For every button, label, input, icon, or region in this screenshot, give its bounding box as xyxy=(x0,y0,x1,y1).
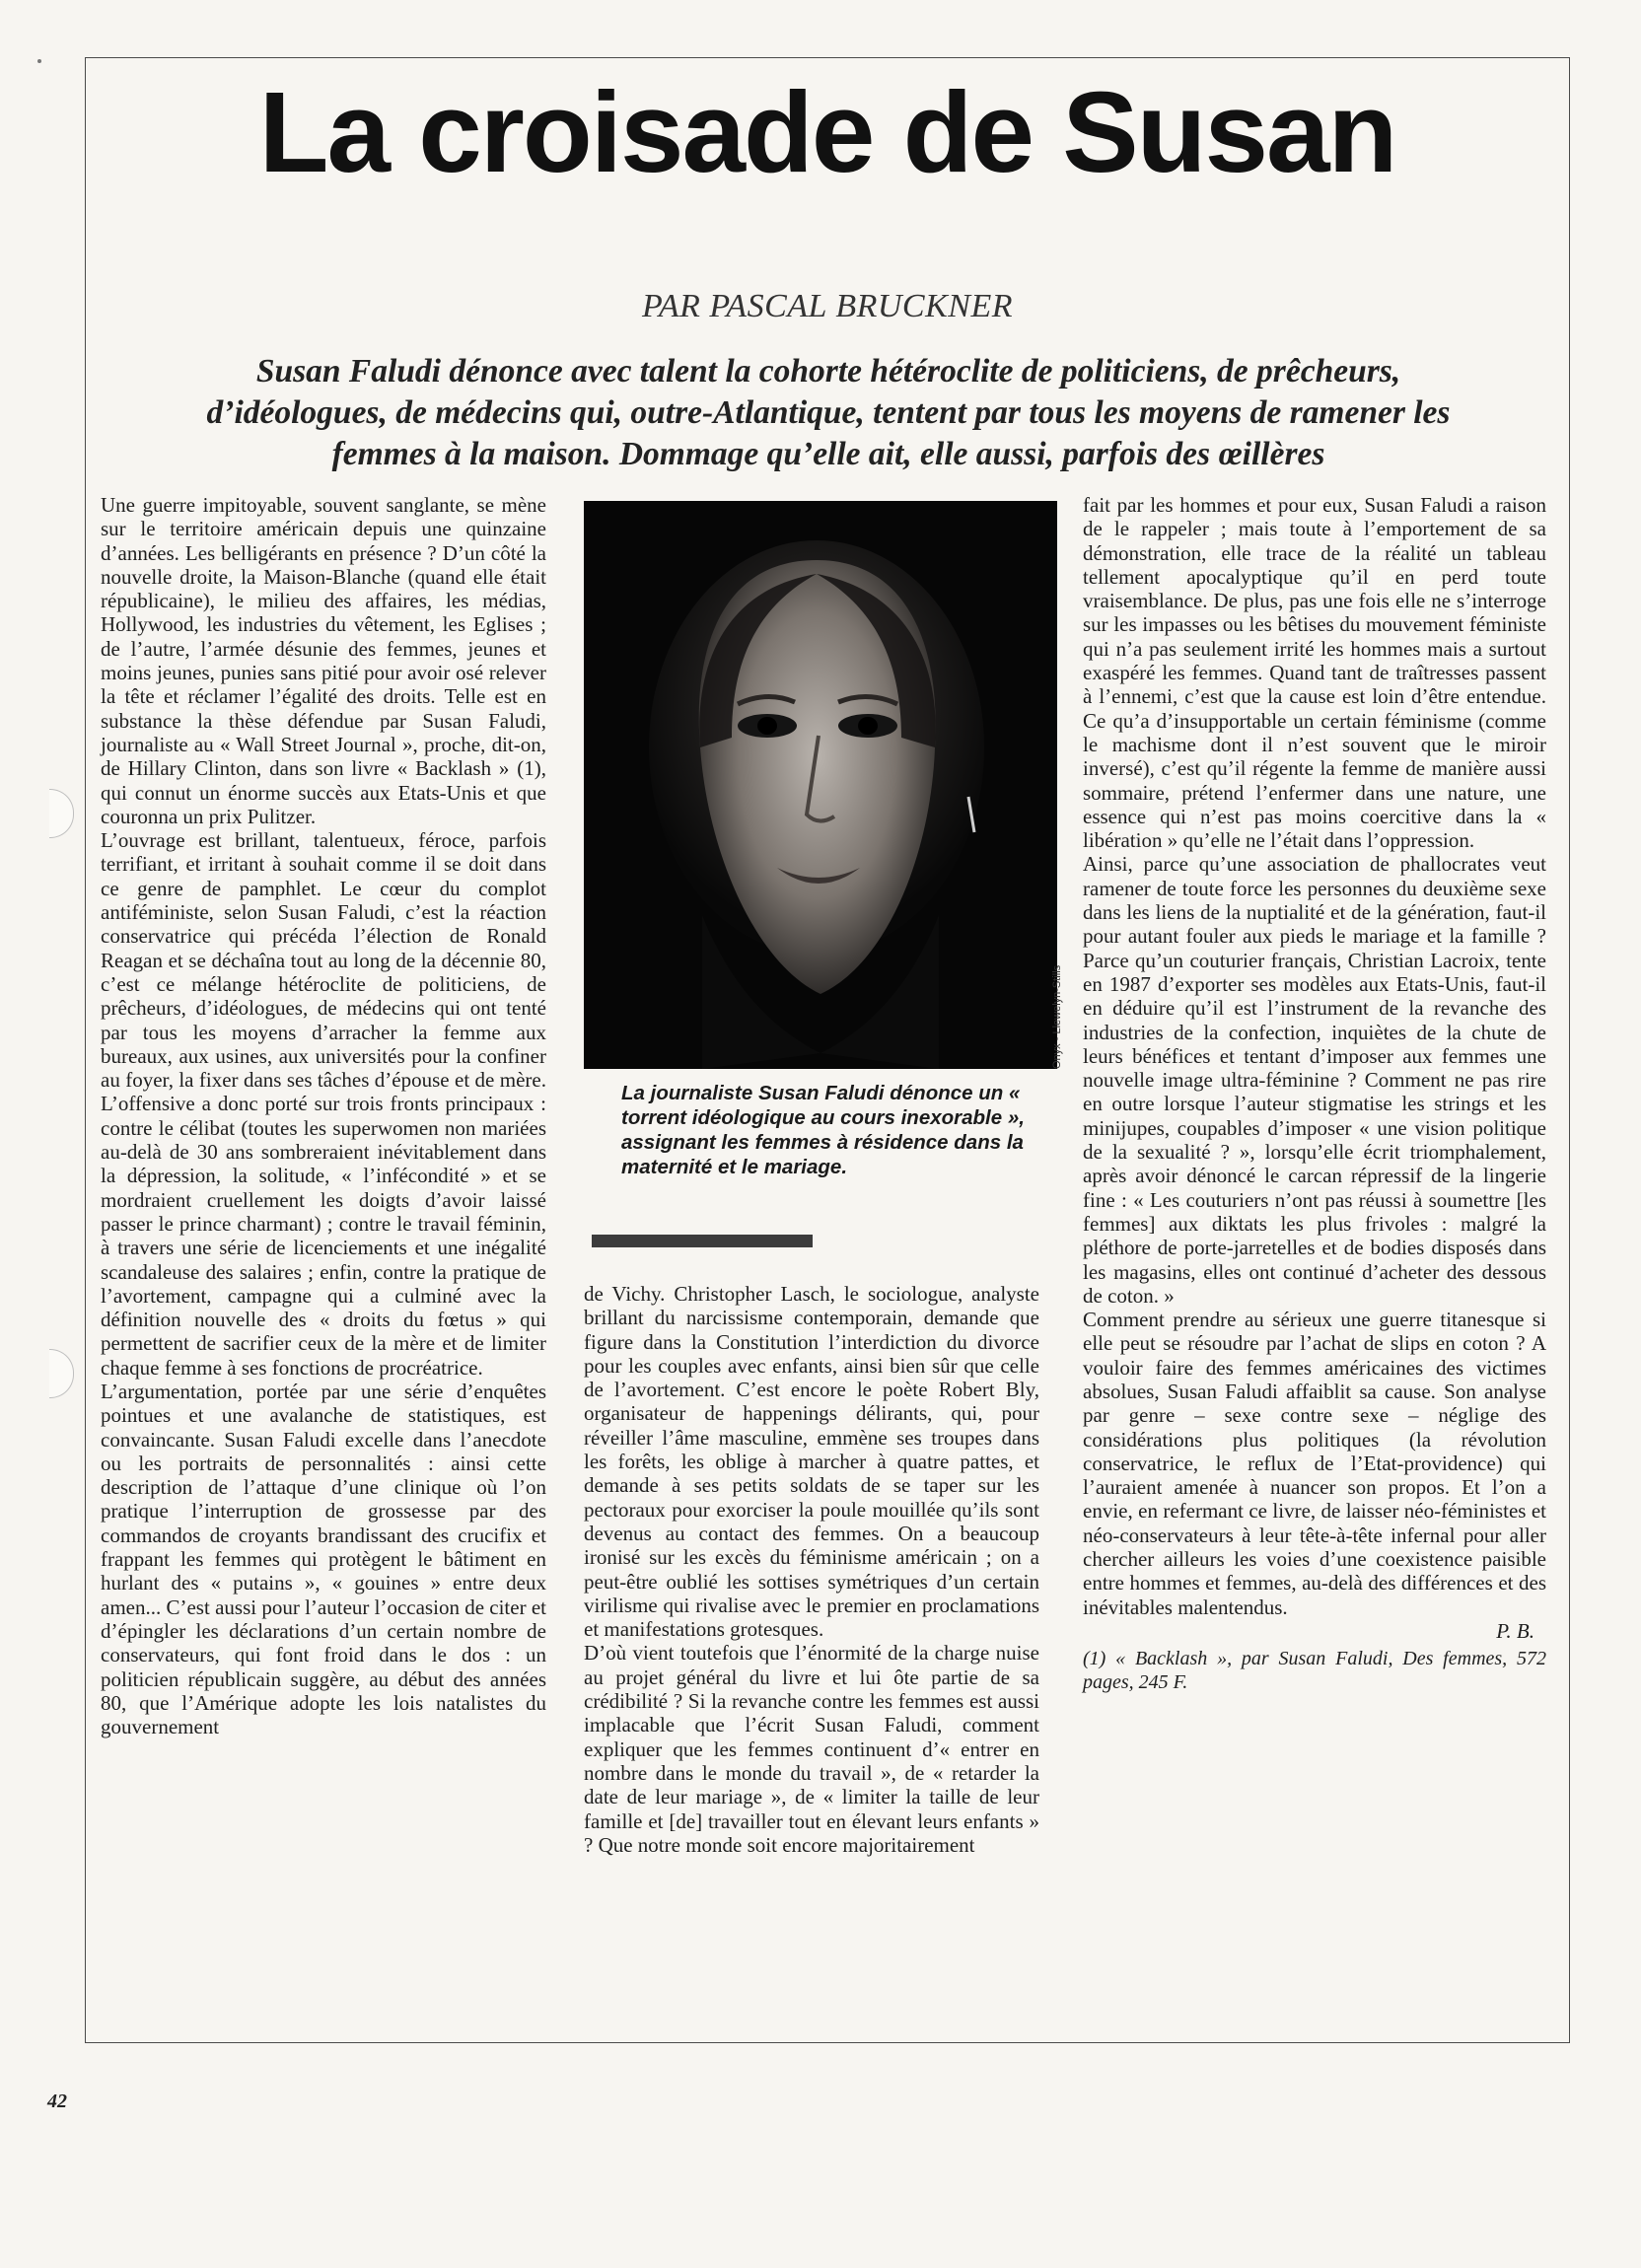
binder-hole xyxy=(49,789,74,838)
page-number: 42 xyxy=(47,2091,67,2112)
paragraph: L’ouvrage est brillant, talentueux, féroce, parfois terrifiant, et irritant à souhait comme il se doit dans ce genre de pamphlet. Le cœur du complot antiféministe, selon Susan Faludi, c’est la réaction conservatrice qui précéda l’élection de Ronald Reagan et se déchaîna tout au long de la décennie 80, c’est ce mélange hétéroclite de politiciens, de prêcheurs, d’idéologues, de médecins qui ont tenté par tous les moyens d’arracher la femme aux bureaux, aux usines, aux universités pour la confiner au foyer, la fixer dans ses tâches d’épouse et de mère. L’offensive a donc porté sur trois fronts principaux : contre le célibat (toutes les superwomen non mariées au-delà de 30 ans sombreraient inévitablement dans la dépression, la solitude, « l’infécondité » et se mordraient cruellement les doigts d’avoir laissé passer le prince charmant) ; contre le travail féminin, à travers une série de licenciements et une inégalité scandaleuse des salaires ; enfin, contre la pratique de l’avortement, campagne qui a culminé avec la définition nouvelle des « droits du fœtus » qui permettent de sacrifier ceux de la mère et de limiter chaque femme à ses fonctions de procréatrice. xyxy=(101,828,546,1380)
photo-caption: La journaliste Susan Faludi dénonce un « torrent idéologique au cours inexorable », assignant les femmes à résidence dans la maternité et le mariage. xyxy=(621,1082,1025,1178)
text-column-2 xyxy=(584,1282,1039,1857)
portrait-photo xyxy=(584,501,1057,1069)
byline: PAR PASCAL BRUCKNER xyxy=(642,288,1013,324)
article-title: La croisade de Susan xyxy=(258,68,1396,196)
paragraph: fait par les hommes et pour eux, Susan Faludi a raison de le rappeler ; mais toute à l’emportement de sa démonstration, elle trace de la réalité un tableau tellement apocalyptique qu’il en perd toute vraisemblance. De plus, pas une fois elle ne s’interroge sur les impasses ou les bêtises du mouvement féministe qui n’a pas seulement irrité les hommes mais a surtout exaspéré les femmes. Quand tant de traîtresses passent à l’ennemi, c’est que la cause est loin d’être entendue. Ce qu’a d’insupportable un certain féminisme (comme le machisme dont il n’est souvent que le miroir inversé), c’est qu’il régente la femme de manière aussi sommaire, prétend l’enfermer dans une nature, une essence qui n’est pas moins coercitive dans la « libération » qu’elle ne l’était dans l’oppression. xyxy=(1083,493,1546,853)
paragraph: D’où vient toutefois que l’énormité de la charge nuise au projet général du livre et lui ôte partie de sa crédibilité ? Si la revanche contre les femmes est aussi implacable que l’écrit Susan Faludi, comment expliquer que les femmes continuent d’« entrer en nombre dans le monde du travail », de « retarder la date de leur mariage », de « limiter la taille de leur famille et [de] travailler tout en élevant leurs enfants » ? Que notre monde soit encore majoritairement xyxy=(584,1641,1039,1857)
scan-speck xyxy=(37,59,41,63)
paragraph: Ainsi, parce qu’une association de phallocrates veut ramener de toute force les personnes du deuxième sexe dans les liens de la nuptialité et de la génération, faut-il pour autant fouler aux pieds le mariage et la famille ? Parce qu’un couturier français, Christian Lacroix, tente en 1987 d’exporter ses modèles aux Etats-Unis, faut-il en déduire qu’il est l’instrument de la revanche des industries de la confection, inquiètes de la chute de leurs bénéfices et tentant d’imposer aux femmes une nouvelle image ultra-féminine ? Comment ne pas rire en outre lorsque l’auteur stigmatise les strings et les minijupes, coupables d’imposer « une vision politique de la sexualité ? », lorsqu’elle écrit triomphalement, après avoir dénoncé le carcan répressif de la lingerie fine : « Les couturiers n’ont pas réussi à soumettre [les femmes] aux diktats les plus frivoles : malgré la pléthore de porte-jarretelles et de bodies disposés dans les magasins, elles ont continué d’acheter des dessous de coton. » xyxy=(1083,852,1546,1308)
footnote: (1) « Backlash », par Susan Faludi, Des femmes, 572 pages, 245 F. xyxy=(1083,1648,1546,1694)
binder-hole xyxy=(49,1349,74,1398)
author-initials: P. B. xyxy=(1496,1618,1534,1643)
paragraph: Une guerre impitoyable, souvent sanglante, se mène sur le territoire américain depuis une quinzaine d’années. Les belligérants en présence ? D’un côté la nouvelle droite, la Maison-Blanche (quand elle était républicaine), le milieu des affaires, les médias, Hollywood, les industries du vêtement, les Eglises ; de l’autre, l’armée désunie des femmes, jeunes et moins jeunes, punies sans pitié pour avoir osé relever la tête et réclamer l’égalité des droits. Telle est en substance la thèse défendue par Susan Faludi, journaliste au « Wall Street Journal », proche, dit-on, de Hillary Clinton, dans son livre « Backlash » (1), qui connut un énorme succès aux Etats-Unis et que couronna un prix Pulitzer. xyxy=(101,493,546,828)
text-column-1 xyxy=(101,493,546,1738)
caption-rule xyxy=(592,1235,813,1247)
portrait-image xyxy=(584,501,1057,1069)
paragraph: Comment prendre au sérieux une guerre titanesque si elle peut se résoudre par l’achat de slips en coton ? A vouloir faire des femmes américaines des victimes absolues, Susan Faludi affaiblit sa cause. Son analyse par genre – sexe contre sexe – néglige des considérations plus politiques (la révolution conservatrice, le reflux de l’Etat-providence) qui l’auraient amenée à nuancer son propos. Et l’on a envie, en refermant ce livre, de laisser néo-féministes et néo-conservateurs à leur tête-à-tête infernal pour aller chercher ailleurs les voies d’une coexistence paisible entre hommes et femmes, au-delà des différences et des inévitables malentendus. xyxy=(1083,1308,1546,1619)
photo-credit: Onyx - Llewelyn-Stills xyxy=(1051,964,1063,1069)
text-column-3 xyxy=(1083,493,1546,1694)
paragraph: de Vichy. Christopher Lasch, le sociologue, analyste brillant du narcissisme contemporain, demande que figure dans la Constitution l’interdiction du divorce pour les couples avec enfants, ainsi bien sûr que celle de l’avortement. C’est encore le poète Robert Bly, organisateur de happenings délirants, qui, pour réveiller l’âme masculine, emmène ses troupes dans les forêts, les oblige à marcher à quatre pattes, et demande à ses petits soldats de se taper sur les pectoraux pour exorciser la poule mouillée qu’ils sont devenus au contact des femmes. On a beaucoup ironisé sur les excès du féminisme américain ; on a peut-être oublié les sottises symétriques d’un certain virilisme qui rivalise avec le premier en proclamations et manifestations grotesques. xyxy=(584,1282,1039,1642)
standfirst: Susan Faludi dénonce avec talent la cohorte hétéroclite de politiciens, de prêcheurs, d’idéologues, de médecins qui, outre-Atlantique, tentent par tous les moyens de ramener les femmes à la maison. Dommage qu’elle ait, elle aussi, parfois des œillères xyxy=(206,353,1451,472)
paragraph: L’argumentation, portée par une série d’enquêtes pointues et une avalanche de statistiques, est convaincante. Susan Faludi excelle dans l’anecdote ou les portraits de personnalités : ainsi cette description de l’attaque d’une clinique où l’on pratique l’interruption de grossesse par des commandos de croyants brandissant des crucifix et frappant les femmes qui protègent le bâtiment en hurlant des « putains », « gouines » entre deux amen... C’est aussi pour l’auteur l’occasion de citer et d’épingler les déclarations d’un certain nombre de conservateurs, qui font froid dans le dos : un politicien républicain suggère, au début des années 80, que l’Amérique adopte les lois natalistes du gouvernement xyxy=(101,1379,546,1739)
